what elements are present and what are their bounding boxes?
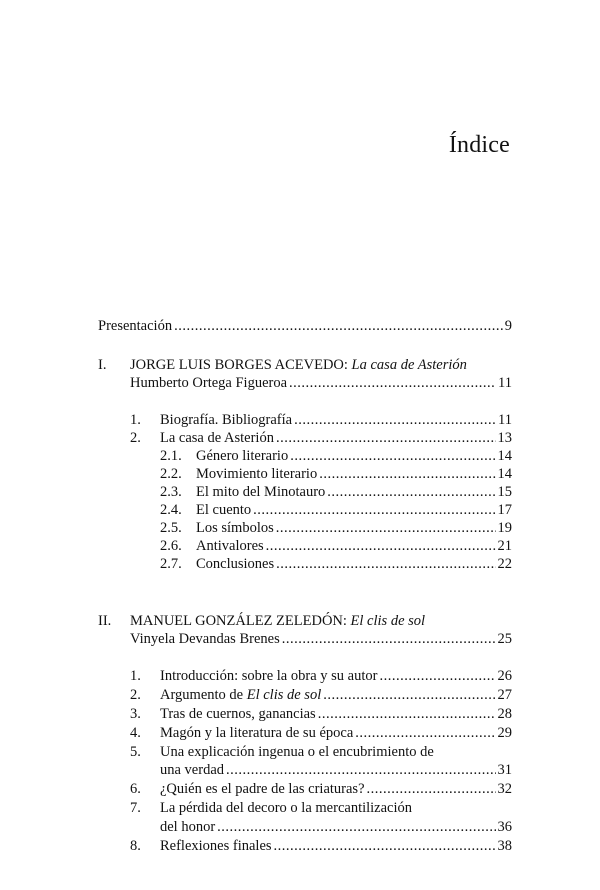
toc-entry[interactable] [160, 724, 512, 742]
dot-leader [276, 519, 496, 537]
subitem-number: 2.5. [160, 520, 182, 536]
toc-entry-label-line1: La pérdida del decoro o la mercantilización [160, 800, 413, 816]
toc-entry-page: 38 [497, 838, 512, 854]
toc-subentry[interactable] [196, 555, 512, 573]
toc-subentry[interactable] [196, 501, 512, 519]
toc-entry-presentacion[interactable] [98, 317, 512, 335]
toc-entry[interactable] [160, 705, 512, 723]
item-number: 4. [130, 725, 141, 741]
dot-leader [174, 317, 503, 335]
subitem-number: 2.3. [160, 484, 182, 500]
toc-entry-page: 29 [497, 725, 512, 741]
toc-entry-label: Biografía. Bibliografía [160, 412, 293, 428]
dot-leader [323, 686, 495, 704]
toc-entry[interactable] [160, 667, 512, 685]
subitem-number: 2.6. [160, 538, 182, 554]
toc-entry-label: una verdad [160, 762, 225, 778]
toc-entry-page: 28 [497, 706, 512, 722]
toc-subentry[interactable] [196, 465, 512, 483]
toc-entry-label: ¿Quién es el padre de las criaturas? [160, 781, 365, 797]
toc-entry-label: Tras de cuernos, ganancias [160, 706, 316, 722]
toc-entry[interactable] [160, 429, 512, 447]
dot-leader [266, 537, 496, 555]
item-number: 3. [130, 706, 141, 722]
dot-leader [318, 705, 496, 723]
dot-leader [282, 630, 496, 648]
section-work-title: La casa de Asterión [351, 357, 467, 373]
toc-entry-page: 21 [497, 538, 512, 554]
toc-entry[interactable] [160, 780, 512, 798]
toc-entry-label: El cuento [196, 502, 252, 518]
dot-leader [276, 429, 496, 447]
toc-entry-label: Género literario [196, 448, 289, 464]
toc-entry-label: Antivalores [196, 538, 264, 554]
dot-leader [226, 761, 495, 779]
section-number: I. [98, 357, 107, 373]
toc-entry-page: 11 [498, 375, 512, 391]
toc-entry-page: 15 [497, 484, 512, 500]
dot-leader [217, 818, 495, 836]
toc-entry-label: Magón y la literatura de su época [160, 725, 354, 741]
toc-entry-label: La casa de Asterión [160, 430, 274, 446]
item-number: 6. [130, 781, 141, 797]
toc-subentry[interactable] [196, 519, 512, 537]
toc-entry-page: 22 [497, 556, 512, 572]
toc-entry-page: 25 [497, 631, 512, 647]
toc-entry-label: Presentación [98, 318, 173, 334]
toc-entry[interactable] [160, 837, 512, 855]
subitem-number: 2.4. [160, 502, 182, 518]
item-number: 1. [130, 412, 141, 428]
toc-entry-label: Introducción: sobre la obra y su autor [160, 668, 378, 684]
page-title: Índice [448, 132, 510, 158]
dot-leader [253, 501, 495, 519]
item-number: 2. [130, 430, 141, 446]
dot-leader [379, 667, 495, 685]
section-work-title: El clis de sol [350, 613, 426, 629]
label-prefix: Argumento de [160, 687, 247, 703]
item-number: 8. [130, 838, 141, 854]
toc-entry-label [160, 686, 321, 704]
toc-entry-page: 36 [497, 819, 512, 835]
item-number: 7. [130, 800, 141, 816]
toc-subentry[interactable] [196, 447, 512, 465]
section-author: MANUEL GONZÁLEZ ZELEDÓN: [130, 613, 347, 629]
dot-leader [290, 447, 495, 465]
section-heading[interactable] [130, 612, 425, 630]
toc-subentry[interactable] [196, 537, 512, 555]
toc-entry-page: 31 [497, 762, 512, 778]
toc-entry-label: El mito del Minotauro [196, 484, 326, 500]
toc-entry[interactable] [160, 686, 512, 704]
toc-entry-editor[interactable] [130, 630, 512, 648]
dot-leader [327, 483, 495, 501]
toc-subentry[interactable] [196, 483, 512, 501]
dot-leader [294, 411, 496, 429]
dot-leader [276, 555, 495, 573]
item-number: 1. [130, 668, 141, 684]
toc-entry[interactable] [160, 818, 512, 836]
toc-entry-page: 32 [497, 781, 512, 797]
subitem-number: 2.2. [160, 466, 182, 482]
dot-leader [289, 374, 496, 392]
subitem-number: 2.1. [160, 448, 182, 464]
label-italic-title: El clis de sol [246, 687, 322, 703]
toc-entry-editor[interactable] [130, 374, 512, 392]
toc-entry-page: 14 [497, 448, 512, 464]
toc-entry-page: 19 [497, 520, 512, 536]
toc-entry-label: Humberto Ortega Figueroa [130, 375, 288, 391]
toc-entry-label-line1: Una explicación ingenua o el encubrimiento de [160, 744, 434, 760]
toc-entry[interactable] [160, 411, 512, 429]
toc-entry-page: 13 [497, 430, 512, 446]
section-author: JORGE LUIS BORGES ACEVEDO: [130, 357, 348, 373]
toc-entry-page: 14 [497, 466, 512, 482]
toc-entry-page: 17 [497, 502, 512, 518]
toc-entry-label: Conclusiones [196, 556, 275, 572]
subitem-number: 2.7. [160, 556, 182, 572]
toc-entry-label: Los símbolos [196, 520, 274, 536]
toc-entry-page: 26 [497, 668, 512, 684]
item-number: 2. [130, 687, 141, 703]
toc-entry-page: 11 [498, 412, 512, 428]
dot-leader [367, 780, 496, 798]
toc-entry-label: del honor [160, 819, 216, 835]
item-number: 5. [130, 744, 141, 760]
toc-entry-page: 9 [504, 318, 512, 334]
dot-leader [319, 465, 495, 483]
toc-entry-label: Movimiento literario [196, 466, 318, 482]
dot-leader [274, 837, 496, 855]
section-number: II. [98, 613, 112, 629]
section-heading[interactable] [130, 356, 467, 374]
toc-entry-page: 27 [497, 687, 512, 703]
toc-entry[interactable] [160, 761, 512, 779]
toc-entry-label: Vinyela Devandas Brenes [130, 631, 280, 647]
toc-entry-label: Reflexiones finales [160, 838, 272, 854]
dot-leader [355, 724, 495, 742]
